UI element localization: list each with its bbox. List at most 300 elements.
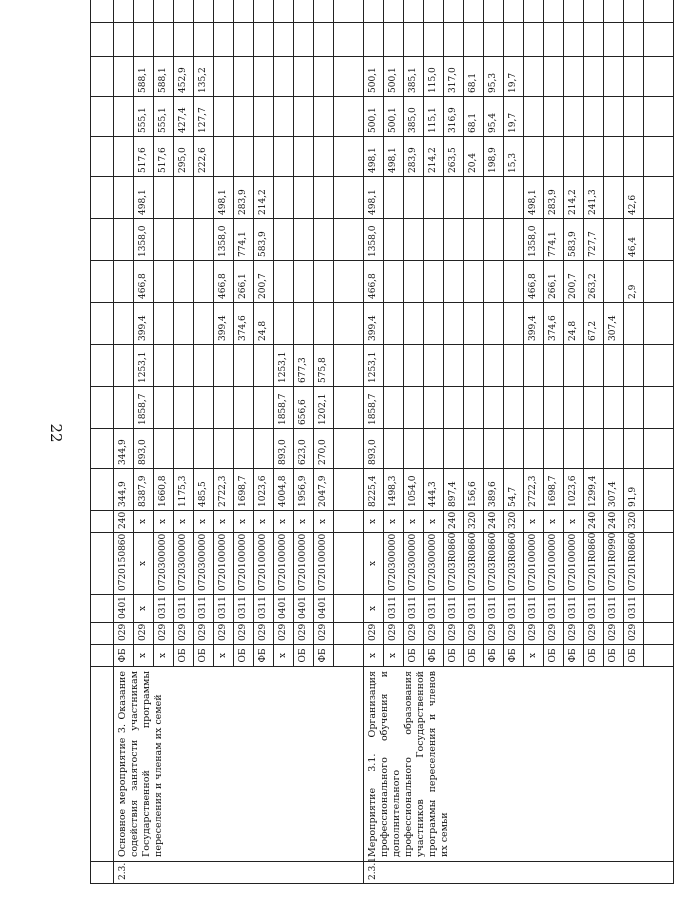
table-cell: 0311	[174, 595, 194, 623]
table-cell: 240	[114, 511, 134, 533]
table-cell	[404, 345, 424, 387]
table-cell	[294, 97, 314, 137]
table-cell	[464, 219, 484, 261]
blank-cell	[644, 533, 674, 595]
table-cell: 575,8	[314, 345, 334, 387]
table-cell: 0720100000	[214, 533, 234, 595]
table-cell	[564, 97, 584, 137]
table-cell	[384, 177, 404, 219]
table-cell	[214, 57, 234, 97]
blank-cell	[91, 261, 114, 303]
table-cell: 266,1	[234, 261, 254, 303]
table-cell: 214,2	[564, 177, 584, 219]
table-cell: x	[154, 511, 174, 533]
table-cell	[214, 137, 234, 177]
table-cell	[504, 261, 524, 303]
table-cell	[254, 345, 274, 387]
blank-cell	[644, 23, 674, 57]
table-cell: 0311	[584, 595, 604, 623]
table-cell	[484, 219, 504, 261]
table-cell	[504, 23, 524, 57]
table-cell	[254, 57, 274, 97]
table-cell: 0311	[624, 595, 644, 623]
table-cell	[114, 177, 134, 219]
table-cell	[444, 177, 464, 219]
table-cell	[274, 57, 294, 97]
table-cell: 240	[604, 511, 624, 533]
table-cell	[524, 97, 544, 137]
table-cell	[464, 261, 484, 303]
table-cell: ФБ	[484, 645, 504, 667]
table-cell	[524, 0, 544, 23]
table-cell	[114, 23, 134, 57]
table-cell: ОБ	[624, 645, 644, 667]
table-cell: 0720300000	[194, 533, 214, 595]
table-cell	[234, 0, 254, 23]
table-cell: x	[174, 511, 194, 533]
table-cell	[194, 219, 214, 261]
blank-cell	[91, 345, 114, 387]
table-cell	[404, 387, 424, 429]
table-cell: 029	[444, 623, 464, 645]
table-cell	[234, 137, 254, 177]
table-cell: 677,3	[294, 345, 314, 387]
table-cell: 214,2	[254, 177, 274, 219]
table-cell	[274, 219, 294, 261]
table-cell	[584, 0, 604, 23]
table-cell: 029	[584, 623, 604, 645]
table-cell: ОБ	[464, 645, 484, 667]
table-cell	[424, 303, 444, 345]
table-cell: 0311	[444, 595, 464, 623]
table-cell: ОБ	[444, 645, 464, 667]
table-cell	[234, 345, 254, 387]
table-cell: 774,1	[234, 219, 254, 261]
blank-cell	[91, 137, 114, 177]
table-cell	[624, 0, 644, 23]
table-cell	[174, 219, 194, 261]
table-cell: 452,9	[174, 57, 194, 97]
table-cell: 19,7	[504, 97, 524, 137]
table-cell	[544, 429, 564, 469]
table-cell	[544, 23, 564, 57]
table-cell	[544, 137, 564, 177]
section-name: Мероприятие 3.1. Организация профессионального обучения и дополнительного профессионального образования участников Государственной программы переселения и членов их семьи	[364, 667, 674, 862]
blank-cell	[334, 177, 364, 219]
table-cell	[524, 345, 544, 387]
table-cell: x	[524, 645, 544, 667]
table-cell: x	[544, 511, 564, 533]
table-cell: 0311	[464, 595, 484, 623]
table-cell: 0720100000	[524, 533, 544, 595]
table-cell: x	[364, 595, 384, 623]
table-cell	[464, 303, 484, 345]
table-cell	[314, 137, 334, 177]
table-cell	[214, 345, 234, 387]
table-cell	[194, 23, 214, 57]
table-cell	[624, 303, 644, 345]
table-cell	[504, 429, 524, 469]
table-cell: 0311	[194, 595, 214, 623]
table-cell: 029	[194, 623, 214, 645]
table-cell: 20,4	[464, 137, 484, 177]
table-cell	[524, 137, 544, 177]
table-cell	[174, 345, 194, 387]
table-cell	[524, 387, 544, 429]
table-cell	[234, 57, 254, 97]
table-cell: x	[364, 645, 384, 667]
table-body	[91, 0, 674, 884]
table-cell	[604, 219, 624, 261]
table-cell	[564, 23, 584, 57]
table-cell	[234, 387, 254, 429]
table-cell: 07201R0860	[584, 533, 604, 595]
table-cell: ОБ	[294, 645, 314, 667]
table-cell: 029	[604, 623, 624, 645]
table-cell	[604, 261, 624, 303]
table-cell: 029	[274, 623, 294, 645]
table-cell: 156,6	[464, 469, 484, 511]
table-cell: 374,6	[234, 303, 254, 345]
table-cell: 0311	[214, 595, 234, 623]
table-cell: 200,7	[254, 261, 274, 303]
table-cell	[294, 23, 314, 57]
blank-cell	[91, 219, 114, 261]
table-cell: 1358,0	[364, 219, 384, 261]
table-cell	[134, 23, 154, 57]
table-cell: 029	[464, 623, 484, 645]
table-cell	[194, 177, 214, 219]
table-cell: ФБ	[564, 645, 584, 667]
blank-cell	[644, 0, 674, 23]
table-cell: 115,0	[424, 57, 444, 97]
table-cell	[424, 0, 444, 23]
table-cell	[484, 303, 504, 345]
table-cell: 029	[564, 623, 584, 645]
table-cell	[444, 345, 464, 387]
table-cell: 1023,6	[254, 469, 274, 511]
table-cell	[294, 219, 314, 261]
table-cell: 897,4	[444, 469, 464, 511]
table-cell	[254, 387, 274, 429]
table-cell: 0720100000	[254, 533, 274, 595]
table-cell	[214, 97, 234, 137]
table-cell: 200,7	[564, 261, 584, 303]
table-cell: 0311	[384, 595, 404, 623]
section-name: Основное мероприятие 3. Оказание содействия занятости участникам Государственной программы переселения и членам их семей	[114, 667, 364, 862]
table-cell	[294, 57, 314, 97]
blank-cell	[334, 387, 364, 429]
table-cell: 399,4	[214, 303, 234, 345]
table-cell	[154, 0, 174, 23]
blank-cell	[334, 511, 364, 533]
table-cell	[274, 0, 294, 23]
table-cell	[314, 57, 334, 97]
table-cell	[624, 429, 644, 469]
table-cell	[214, 23, 234, 57]
table-cell: 1498,3	[384, 469, 404, 511]
table-cell: 0311	[254, 595, 274, 623]
table-cell: 0720100000	[544, 533, 564, 595]
blank-cell	[644, 345, 674, 387]
table-cell	[444, 387, 464, 429]
table-cell: 263,2	[584, 261, 604, 303]
blank-cell	[334, 303, 364, 345]
table-cell: 0720100000	[274, 533, 294, 595]
table-cell	[424, 387, 444, 429]
section-number: 2.3.1.	[364, 862, 674, 884]
table-cell: x	[194, 511, 214, 533]
top-blank-row	[91, 0, 114, 884]
table-cell	[484, 0, 504, 23]
table-cell: ФБ	[424, 645, 444, 667]
table-cell	[194, 387, 214, 429]
table-cell: 389,6	[484, 469, 504, 511]
table-cell	[154, 23, 174, 57]
table-cell: x	[314, 511, 334, 533]
table-cell: 320	[624, 511, 644, 533]
table-cell: x	[384, 645, 404, 667]
table-cell: 374,6	[544, 303, 564, 345]
blank-cell	[334, 57, 364, 97]
blank-cell	[334, 623, 364, 645]
table-cell: 893,0	[274, 429, 294, 469]
table-cell: 317,0	[444, 57, 464, 97]
blank-cell	[644, 97, 674, 137]
table-cell	[484, 345, 504, 387]
table-cell: 555,1	[134, 97, 154, 137]
table-cell: 95,4	[484, 97, 504, 137]
table-cell	[114, 0, 134, 23]
table-cell	[174, 303, 194, 345]
blank-cell	[334, 97, 364, 137]
table-cell: 8387,9	[134, 469, 154, 511]
blank-cell	[334, 429, 364, 469]
table-cell	[504, 345, 524, 387]
table-cell: x	[564, 511, 584, 533]
table-cell	[364, 23, 384, 57]
table-cell: 0720300000	[404, 533, 424, 595]
table-cell	[424, 219, 444, 261]
table-cell	[274, 261, 294, 303]
table-cell	[174, 261, 194, 303]
table-cell	[544, 57, 564, 97]
table-cell: 307,4	[604, 303, 624, 345]
blank-cell	[644, 261, 674, 303]
table-cell	[564, 137, 584, 177]
table-cell	[154, 429, 174, 469]
table-cell	[544, 387, 564, 429]
table-cell: 1660,8	[154, 469, 174, 511]
table-cell: ОБ	[544, 645, 564, 667]
table-cell: 583,9	[254, 219, 274, 261]
table-cell	[134, 0, 154, 23]
blank-cell	[91, 645, 114, 667]
table-cell: 029	[544, 623, 564, 645]
table-cell	[424, 23, 444, 57]
table-cell	[294, 261, 314, 303]
blank-cell	[91, 533, 114, 595]
table-cell: 0311	[424, 595, 444, 623]
table-cell: 1358,0	[524, 219, 544, 261]
table-cell: 266,1	[544, 261, 564, 303]
table-cell	[114, 303, 134, 345]
table-cell: 500,1	[364, 57, 384, 97]
table-cell: 07203R0860	[444, 533, 464, 595]
table-cell: 214,2	[424, 137, 444, 177]
table-cell	[384, 345, 404, 387]
table-cell: 1253,1	[134, 345, 154, 387]
section-number: 2.3.	[114, 862, 364, 884]
blank-cell	[644, 429, 674, 469]
table-cell	[174, 23, 194, 57]
table-cell: 0720100000	[564, 533, 584, 595]
table-cell: 240	[584, 511, 604, 533]
table-cell: 263,5	[444, 137, 464, 177]
table-cell	[484, 23, 504, 57]
table-cell: 07203R0860	[484, 533, 504, 595]
table-cell	[624, 97, 644, 137]
table-cell	[154, 261, 174, 303]
table-cell	[274, 303, 294, 345]
table-cell	[444, 23, 464, 57]
blank-cell	[334, 23, 364, 57]
table-cell: 498,1	[364, 137, 384, 177]
table-cell: 240	[484, 511, 504, 533]
blank-cell	[334, 137, 364, 177]
table-cell: 399,4	[134, 303, 154, 345]
table-cell	[404, 429, 424, 469]
table-cell: 588,1	[154, 57, 174, 97]
table-cell: 588,1	[134, 57, 154, 97]
table-cell: 498,1	[524, 177, 544, 219]
table-cell	[624, 387, 644, 429]
table-cell: 029	[234, 623, 254, 645]
blank-cell	[334, 261, 364, 303]
table-cell	[604, 429, 624, 469]
table-cell	[624, 137, 644, 177]
table-cell	[364, 0, 384, 23]
blank-cell	[644, 219, 674, 261]
table-cell	[214, 387, 234, 429]
table-cell	[464, 0, 484, 23]
table-cell	[524, 23, 544, 57]
table-cell: 427,4	[174, 97, 194, 137]
table-cell: 498,1	[134, 177, 154, 219]
table-cell	[444, 429, 464, 469]
table-cell: 1358,0	[214, 219, 234, 261]
table-cell	[154, 303, 174, 345]
table-cell: 15,3	[504, 137, 524, 177]
table-cell: 19,7	[504, 57, 524, 97]
table-cell	[314, 97, 334, 137]
table-cell: 198,9	[484, 137, 504, 177]
table-cell: 344,9	[114, 469, 134, 511]
table-cell: 2722,3	[214, 469, 234, 511]
table-cell: 2722,3	[524, 469, 544, 511]
table-cell: x	[384, 511, 404, 533]
table-cell	[464, 345, 484, 387]
table-cell: 127,7	[194, 97, 214, 137]
table-cell: 466,8	[524, 261, 544, 303]
table-cell	[294, 303, 314, 345]
table-cell	[504, 387, 524, 429]
table-cell: 893,0	[134, 429, 154, 469]
blank-cell	[644, 645, 674, 667]
table-cell	[584, 23, 604, 57]
table-cell: 68,1	[464, 97, 484, 137]
table-cell	[584, 57, 604, 97]
table-cell	[114, 57, 134, 97]
table-cell: 466,8	[134, 261, 154, 303]
table-cell: x	[134, 533, 154, 595]
page-number: 22	[47, 423, 65, 443]
table-cell	[444, 0, 464, 23]
table-cell: 623,0	[294, 429, 314, 469]
table-cell: 8225,4	[364, 469, 384, 511]
table-cell: 222,6	[194, 137, 214, 177]
table-cell	[294, 177, 314, 219]
table-cell: 07203R0860	[464, 533, 484, 595]
table-cell: 46,4	[624, 219, 644, 261]
table-cell	[114, 137, 134, 177]
table-cell	[314, 303, 334, 345]
table-cell: 029	[254, 623, 274, 645]
table-cell	[274, 23, 294, 57]
blank-cell	[91, 469, 114, 511]
table-cell	[484, 261, 504, 303]
table-cell: 1175,3	[174, 469, 194, 511]
table-cell	[294, 137, 314, 177]
table-cell: x	[404, 511, 424, 533]
table-cell: 135,2	[194, 57, 214, 97]
table-cell	[254, 23, 274, 57]
table-cell: 68,1	[464, 57, 484, 97]
table-cell: ФБ	[314, 645, 334, 667]
blank-cell	[644, 137, 674, 177]
blank-cell	[91, 177, 114, 219]
table-cell	[404, 261, 424, 303]
table-cell	[114, 387, 134, 429]
table-cell: 283,9	[544, 177, 564, 219]
table-cell	[234, 429, 254, 469]
blank-cell	[644, 387, 674, 429]
blank-cell	[91, 303, 114, 345]
table-cell: 399,4	[524, 303, 544, 345]
table-cell	[564, 345, 584, 387]
table-row	[364, 0, 384, 884]
table-cell: 0311	[524, 595, 544, 623]
table-cell	[484, 429, 504, 469]
table-cell	[114, 345, 134, 387]
table-cell: 320	[464, 511, 484, 533]
table-cell	[524, 429, 544, 469]
table-cell	[604, 137, 624, 177]
table-cell: 029	[214, 623, 234, 645]
table-cell: 0720300000	[174, 533, 194, 595]
table-cell: 295,0	[174, 137, 194, 177]
table-cell: 029	[424, 623, 444, 645]
blank-cell	[91, 97, 114, 137]
budget-table	[90, 0, 674, 884]
blank-cell	[644, 511, 674, 533]
table-cell	[174, 429, 194, 469]
table-cell: 307,4	[604, 469, 624, 511]
table-cell: 0311	[234, 595, 254, 623]
table-cell: 2047,9	[314, 469, 334, 511]
table-cell: 0311	[504, 595, 524, 623]
table-cell	[484, 177, 504, 219]
